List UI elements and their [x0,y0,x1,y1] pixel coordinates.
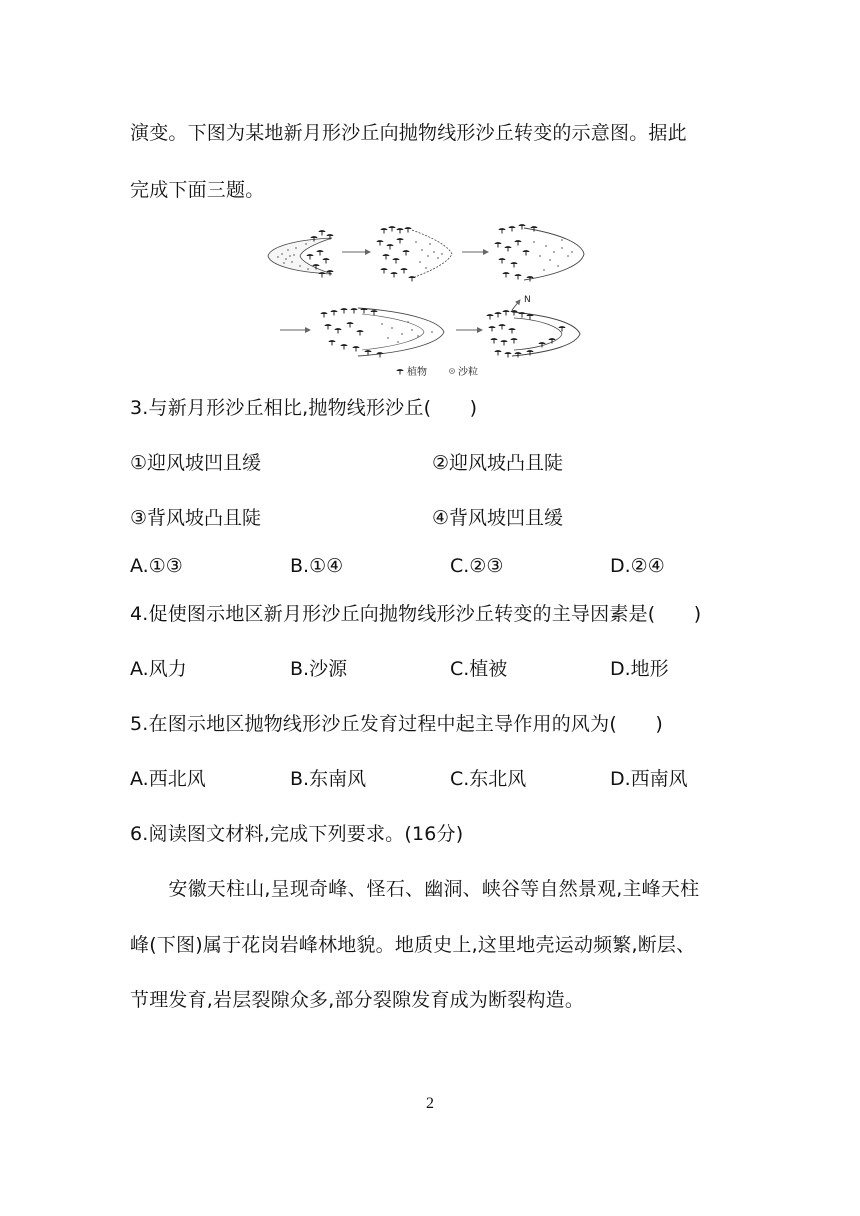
q3-stem: 3.与新月形沙丘相比,抛物线形沙丘( ) [130,397,478,419]
q4-option-d: D.地形 [610,658,669,680]
stage-2-dune [377,226,453,281]
legend-plant-label: 植物 [407,367,427,378]
q4-option-a: A.风力 [130,658,187,680]
q6-paragraph-line-2: 峰(下图)属于花岗岩峰林地貌。地质史上,这里地壳运动频繁,断层、 [130,934,696,956]
q5-option-c: C.东北风 [450,768,527,790]
q3-option-a: A.①③ [130,555,183,577]
legend-sand-label: 沙粒 [458,367,478,378]
q5-option-a: A.西北风 [130,768,206,790]
q6-stem: 6.阅读图文材料,完成下列要求。(16分) [130,823,464,845]
q3-statement-1: ①迎风坡凹且缓 [130,452,262,474]
north-arrow-icon [512,300,520,310]
page-number: 2 [426,1095,434,1112]
dune-transition-figure [262,212,594,380]
north-label: N [524,295,531,305]
q3-statement-3: ③背风坡凸且陡 [130,507,262,529]
q5-option-b: B.东南风 [290,768,367,790]
intro-line-2: 完成下面三题。 [130,179,265,201]
q3-option-d: D.②④ [610,555,665,577]
q3-statement-4: ④背风坡凹且缓 [432,507,564,529]
q4-option-c: C.植被 [450,658,508,680]
stage-5-parabolic-dune [487,310,581,357]
stage-1-crescent-dune [268,230,334,277]
q4-stem: 4.促使图示地区新月形沙丘向抛物线形沙丘转变的主导因素是( ) [130,603,702,625]
q5-stem: 5.在图示地区抛物线形沙丘发育过程中起主导作用的风为( ) [130,713,663,735]
stage-4-dune [321,308,445,358]
stage-3-dune [495,224,585,281]
q6-paragraph-line-1: 安徽天柱山,呈现奇峰、怪石、幽洞、峡谷等自然景观,主峰天柱 [130,878,700,900]
q3-option-c: C.②③ [450,555,504,577]
intro-line-1: 演变。下图为某地新月形沙丘向抛物线形沙丘转变的示意图。据此 [130,122,687,144]
plant-icon [397,369,404,374]
q6-paragraph-line-3: 节理发育,岩层裂隙众多,部分裂隙发育成为断裂构造。 [130,989,585,1011]
q5-option-d: D.西南风 [610,768,688,790]
q3-option-b: B.①④ [290,555,344,577]
q3-statement-2: ②迎风坡凸且陡 [432,452,564,474]
sand-grain-icon [450,369,455,374]
q4-option-b: B.沙源 [290,658,348,680]
